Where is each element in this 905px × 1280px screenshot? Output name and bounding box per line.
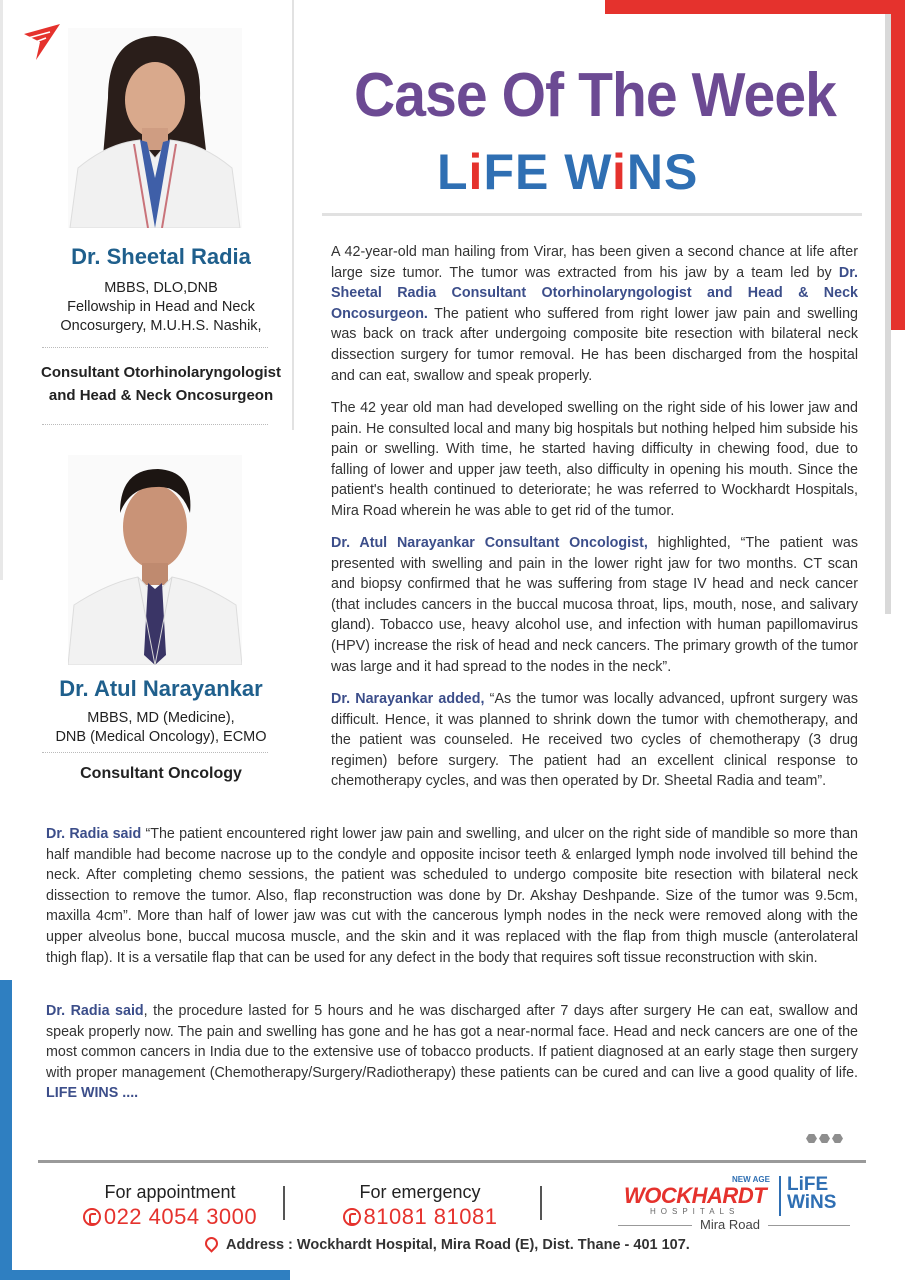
corner-decor-right: [891, 0, 905, 330]
address: Address : Wockhardt Hospital, Mira Road (E), Dist. Thane - 401 107.: [205, 1237, 690, 1253]
more-dots-icon: [806, 1130, 845, 1148]
article-paragraph: The 42 year old man had developed swelling on the right side of his lower jaw and pain. He consulted local and many big hospitals but nothing helped him subside his pain or swelling. With time, he started having difficulty in chewing food, due to falling of lower and upper jaw teeth, also difficulty in opening his mouth. Since the patient's health continued to deteriorate; he was referred to Wockhardt Hospitals, Mira Road wherein he was able to get rid of the tumor.: [331, 400, 858, 519]
appointment-label: For appointment: [104, 1182, 236, 1202]
header-divider: [322, 213, 862, 216]
emergency-label: For emergency: [359, 1182, 481, 1202]
hospital-logo: WOCKHARDT: [624, 1183, 767, 1208]
qualification-line: Fellowship in Head and Neck: [67, 299, 255, 315]
location-pin-icon: [202, 1234, 220, 1252]
doctor-photo-atul: [68, 455, 242, 665]
footer-divider: [38, 1160, 866, 1163]
article-paragraph: Dr. Radia said “The patient encountered right lower jaw pain and swelling, and ulcer on the right side of mandible so more than half mandible had become nacrose up to the condyle and opposite incisor teeth & enlarged lymph node involved till behind the neck. After completing chemo sessions, the patient was scheduled to undergo composite bite resection with bilateral neck dissection to remove the tumor. Also, flap reconstruction was done by Dr. Akshay Deshpande. Size of the tumor was 9.5cm, maxilla 4cm”. More than half of lower jaw was cut with the cancerous lymph nodes in the neck were removed along with the upper alveolus bone, buccal mucosa muscle, and the skin and it was replaced with the flap from thigh muscle (anterolateral thigh flap). It is a versatile flap that can be used for any defect in the body that requires soft tissue reconstruction with skin.: [46, 826, 858, 966]
role-line: Consultant Oncology: [80, 765, 242, 782]
doctor-role: [30, 762, 292, 785]
logo-part: L: [437, 144, 469, 200]
column-divider: [292, 0, 294, 430]
role-line: Consultant Otorhinolaryngologist: [41, 364, 281, 381]
qualification-line: MBBS, DLO,DNB: [104, 280, 218, 296]
page-title: Case Of The Week: [354, 61, 836, 130]
hospital-tagline: NEW AGE: [732, 1175, 770, 1184]
doctor-name: Dr. Atul Narayankar: [59, 676, 263, 701]
hospital-sub: HOSPITALS: [650, 1207, 740, 1216]
doctor-photo-sheetal: [68, 28, 242, 228]
phone-icon: [83, 1208, 101, 1226]
hospital-location: Mira Road: [692, 1217, 768, 1232]
article-paragraph: A 42-year-old man hailing from Virar, has been given a second chance at life after large size tumor. The tumor was extracted from his jaw by a team led by Dr. Sheetal Radia Consultant Otorhinolaryngologist and Head & Neck Oncosurgeon. The patient who suffered from right lower jaw pain and swelling was back on track after undergoing composite bite resection with bilateral neck dissection surgery for tumor removal. He has been discharged from the hospital and can eat, swallow and speak properly.: [331, 244, 858, 384]
logo-line: WiNS: [787, 1192, 837, 1213]
corner-decor-top: [605, 0, 905, 14]
doctor-qualifications: [30, 709, 292, 747]
doctor-qualifications: [30, 279, 292, 336]
brand-mark-icon: [20, 22, 64, 64]
footer-separator: [540, 1186, 542, 1220]
left-edge-line: [0, 0, 3, 580]
corner-decor-bottom: [0, 1270, 290, 1280]
qualification-line: MBBS, MD (Medicine),: [87, 710, 235, 726]
life-wins-small-logo: [787, 1176, 836, 1212]
logo-line: LiFE: [787, 1174, 829, 1195]
logo-separator: [779, 1176, 781, 1216]
logo-part: i: [612, 144, 627, 200]
logo-part: i: [468, 144, 484, 200]
phone-icon: [343, 1208, 361, 1226]
emergency-number[interactable]: 81081 81081: [320, 1204, 520, 1230]
dotted-divider: [42, 347, 268, 348]
dotted-divider: [42, 752, 268, 753]
corner-decor-left: [0, 980, 12, 1280]
role-line: and Head & Neck Oncosurgeon: [48, 387, 274, 404]
dotted-divider: [42, 424, 268, 425]
article-paragraph: Dr. Radia said, the procedure lasted for 5 hours and he was discharged after 7 days after surgery He can eat, swallow and speak properly now. The pain and swelling has gone and he has got a near-normal face. Head and neck cancers are one of the most common cancers in India due to the extensive use of tobacco products. If patient diagnosed at an early stage then surgery with proper management (Chemotherapy/Surgery/Radiotherapy) these patients can be cured and can live a good quality of life. LIFE WINS ....: [46, 1003, 858, 1102]
article-paragraph: Dr. Narayankar added, “As the tumor was locally advanced, upfront surgery was difficult. Hence, it was planned to shrink down the tumor with chemotherapy, and the patient was counseled. He received two cycles of chemotherapy (3 drug regimen) before surgery. The patient had an excellent clinical response to chemotherapy cycles, and was then operated by Dr. Sheetal Radia and team”.: [331, 691, 858, 790]
footer-separator: [283, 1186, 285, 1220]
logo-part: FE W: [483, 144, 612, 200]
logo-part: NS: [626, 144, 699, 200]
corner-decor-grey: [885, 14, 891, 614]
qualification-line: DNB (Medical Oncology), ECMO: [55, 729, 267, 745]
appointment-number[interactable]: 022 4054 3000: [55, 1204, 285, 1230]
doctor-name: Dr. Sheetal Radia: [71, 244, 251, 269]
doctor-role: [30, 361, 292, 407]
qualification-line: Oncosurgery, M.U.H.S. Nashik,: [60, 318, 262, 334]
article-paragraph: Dr. Atul Narayankar Consultant Oncologist, highlighted, “The patient was presented with swelling and pain in the lower right jaw for two months. CT scan and biopsy confirmed that he was suffering from stage IV head and neck cancer (that includes cancers in the buccal mucosa throat, lips, mouth, nose, and salivary gland). Tobacco use, heavy alcohol use, and infection with human papillomavirus (HPV) increase the risk of head and neck cancers. The primary growth of the tumor was large and it had spread to the nodes in the neck”.: [331, 535, 858, 675]
life-wins-logo: [437, 143, 698, 201]
